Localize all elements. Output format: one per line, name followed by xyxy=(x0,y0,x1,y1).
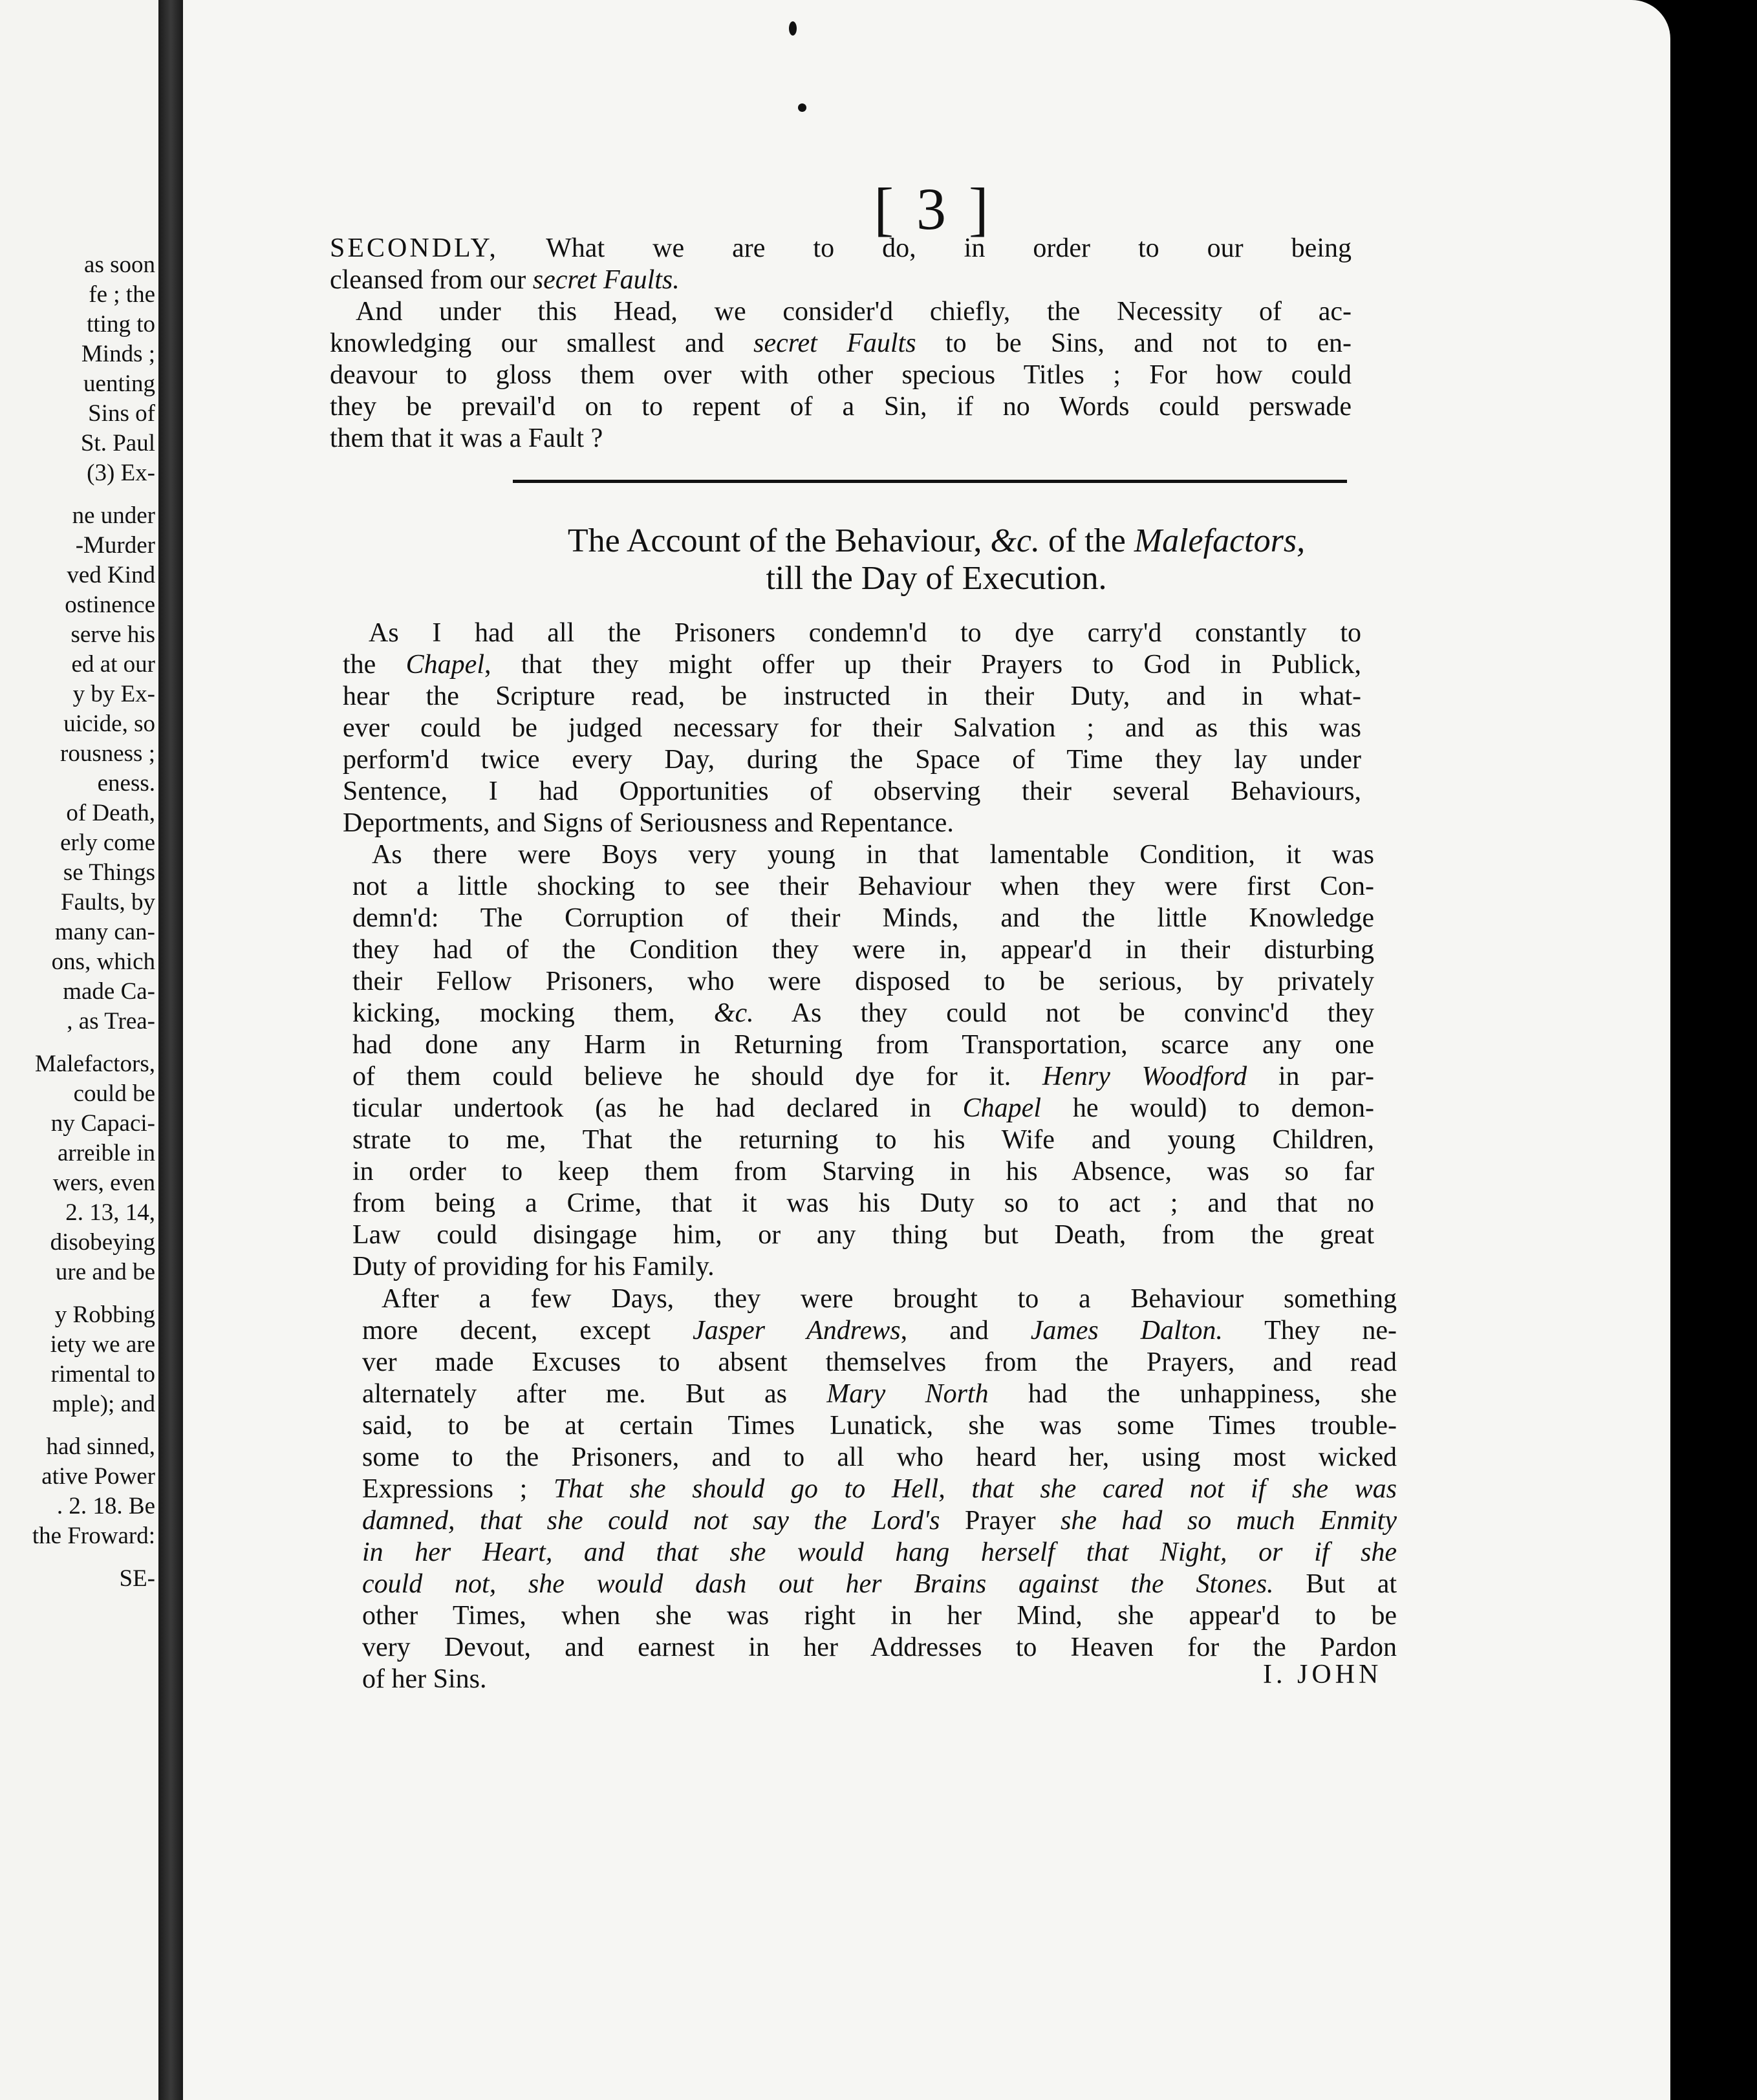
text-line xyxy=(352,1156,1374,1188)
text-span: demn'd: The Corruption of their Minds, and the little Knowledge xyxy=(352,903,1374,933)
left-page-line: mple); and xyxy=(52,1391,155,1417)
left-page-line: could be xyxy=(73,1080,155,1107)
left-page-fragment xyxy=(0,0,158,2100)
text-line xyxy=(362,1283,1397,1315)
text-span: some to the Prisoners, and to all who heard her, using most wicked xyxy=(362,1442,1397,1472)
left-page-line: ure and be xyxy=(55,1259,155,1285)
paragraph-1 xyxy=(343,617,1361,839)
text-span: more decent, except xyxy=(362,1316,693,1345)
text-span: of the xyxy=(1039,522,1134,559)
text-line xyxy=(343,744,1361,776)
heading-line-2: till the Day of Execution. xyxy=(766,560,1107,597)
text-line xyxy=(362,1315,1397,1347)
left-page-line: rousness ; xyxy=(60,740,155,767)
text-span: Duty of providing for his Family. xyxy=(352,1252,715,1281)
main-page xyxy=(183,0,1670,2100)
left-page-line: -Murder xyxy=(75,532,155,559)
italic-name: Mary North xyxy=(826,1379,989,1409)
left-page-line: had sinned, xyxy=(46,1433,155,1460)
text-span: they be prevail'd on to repent of a Sin, if no Words could perswade xyxy=(330,392,1352,422)
text-span: in par- xyxy=(1247,1062,1374,1091)
text-span: them that it was a Fault ? xyxy=(330,423,603,453)
left-page-line: y Robbing xyxy=(54,1302,155,1328)
text-line xyxy=(352,1124,1374,1156)
left-page-line: rimental to xyxy=(50,1361,155,1388)
text-line xyxy=(352,934,1374,966)
text-span: of them could believe he should dye for it. xyxy=(352,1062,1042,1091)
left-page-line: many can- xyxy=(54,919,155,945)
italic-text: Malefactors, xyxy=(1134,522,1306,559)
left-page-line: Malefactors, xyxy=(35,1051,155,1077)
text-line xyxy=(343,681,1361,712)
text-span: The Account of the Behaviour, xyxy=(567,522,991,559)
left-page-line: wers, even xyxy=(52,1170,155,1196)
page-number: [ 3 ] xyxy=(874,176,993,242)
text-span: Deportments, and Signs of Seriousness and Repentance. xyxy=(343,808,954,838)
italic-quote: she had so much Enmity xyxy=(1035,1506,1397,1536)
left-page-line: eness. xyxy=(97,770,155,797)
text-line xyxy=(352,1219,1374,1251)
text-line xyxy=(330,328,1352,359)
text-line xyxy=(330,233,1352,264)
text-line xyxy=(352,1093,1374,1124)
left-page-line: . 2. 18. Be xyxy=(56,1493,155,1519)
text-span: other Times, when she was right in her Mind, she appear'd to be xyxy=(362,1601,1397,1631)
text-line xyxy=(330,391,1352,423)
text-line xyxy=(352,903,1374,934)
left-page-line: ative Power xyxy=(41,1463,155,1490)
left-page-line: uenting xyxy=(83,370,155,397)
left-page-line: Sins of xyxy=(88,400,155,427)
italic-name: James Dalton. xyxy=(1030,1316,1223,1345)
text-span: in order to keep them from Starving in his Absence, was so far xyxy=(352,1157,1374,1186)
italic-text: &c. xyxy=(713,998,754,1028)
left-page-line: St. Paul xyxy=(80,430,155,456)
text-span: said, to be at certain Times Lunatick, she was some Times trouble- xyxy=(362,1411,1397,1441)
text-line xyxy=(362,1537,1397,1569)
italic-name: Jasper Andrews xyxy=(692,1316,901,1345)
italic-quote: could not, she would dash out her Brains against the Stones. xyxy=(362,1569,1274,1599)
ink-mark xyxy=(798,103,806,112)
text-span: from being a Crime, that it was his Duty so to act ; and that no xyxy=(352,1188,1374,1218)
left-page-line: uicide, so xyxy=(63,711,155,737)
left-page-line: of Death, xyxy=(66,800,155,826)
ink-mark xyxy=(789,21,797,36)
left-page-line: 2. 13, 14, xyxy=(65,1199,155,1226)
text-line xyxy=(352,1029,1374,1061)
book-gutter xyxy=(158,0,183,2100)
text-line xyxy=(343,808,1361,839)
text-span: deavour to gloss them over with other specious Titles ; For how could xyxy=(330,360,1352,390)
text-line xyxy=(362,1473,1397,1505)
left-page-line: tting to xyxy=(87,311,155,338)
left-page-line: ed at our xyxy=(71,651,155,678)
italic-quote: damned, that she could not say the Lord's xyxy=(362,1506,965,1536)
italic-text: Chapel xyxy=(962,1093,1041,1123)
text-line xyxy=(343,649,1361,681)
left-page-line: Faults, by xyxy=(61,889,155,916)
text-line xyxy=(352,871,1374,903)
text-line xyxy=(352,1251,1374,1283)
section-rule xyxy=(513,480,1347,483)
text-span: Law could disingage him, or any thing but Death, from the great xyxy=(352,1220,1374,1250)
left-page-line: disobeying xyxy=(50,1229,155,1256)
text-line xyxy=(362,1442,1397,1473)
text-line xyxy=(352,839,1374,871)
text-span: he would) to demon- xyxy=(1041,1093,1374,1123)
text-span: After a few Days, they were brought to a Behaviour something xyxy=(382,1284,1397,1314)
italic-quote: in her Heart, and that she would hang herself that Night, or if she xyxy=(362,1538,1397,1567)
text-line xyxy=(362,1569,1397,1600)
left-page-line: serve his xyxy=(70,621,155,648)
text-span: , that they might offer up their Prayers to God in Publick, xyxy=(484,650,1361,680)
italic-text: secret Faults xyxy=(753,328,916,358)
text-line xyxy=(362,1600,1397,1632)
left-page-line: ostinence xyxy=(65,592,155,618)
left-page-line: , as Trea- xyxy=(67,1008,155,1034)
text-span: the xyxy=(343,650,406,680)
secondly-lead: SECONDLY, xyxy=(330,233,499,263)
text-line xyxy=(343,712,1361,744)
left-page-line: ons, which xyxy=(51,948,155,975)
text-line xyxy=(352,1188,1374,1219)
text-span: Sentence, I had Opportunities of observing their several Behaviours, xyxy=(343,777,1361,806)
text-span: As I had all the Prisoners condemn'd to dye carry'd constantly to xyxy=(369,618,1361,648)
text-span: they had of the Condition they were in, appear'd in their disturbing xyxy=(352,935,1374,965)
text-span: of her Sins. xyxy=(362,1664,487,1694)
text-span: their Fellow Prisoners, who were disposed to be serious, by privately xyxy=(352,967,1374,996)
text-line xyxy=(330,264,1352,296)
intro-paragraph xyxy=(330,233,1352,455)
text-line xyxy=(362,1664,1397,1695)
italic-text: Chapel xyxy=(405,650,484,680)
text-span: And under this Head, we consider'd chiefly, the Necessity of ac- xyxy=(356,297,1352,327)
left-page-line: ny Capaci- xyxy=(50,1110,155,1137)
text-span: strate to me, That the returning to his Wife and young Children, xyxy=(352,1125,1374,1155)
catchword: I. JOHN xyxy=(1263,1660,1383,1689)
text-line xyxy=(343,617,1361,649)
left-page-line: erly come xyxy=(60,830,155,856)
text-span: alternately after me. But as xyxy=(362,1379,827,1409)
left-page-line: ved Kind xyxy=(67,562,155,588)
text-line xyxy=(352,998,1374,1029)
left-page-line: iety we are xyxy=(50,1331,155,1358)
text-line xyxy=(330,359,1352,391)
left-page-line: as soon xyxy=(84,252,155,278)
left-page-line: made Ca- xyxy=(63,978,155,1005)
italic-name: Henry Woodford xyxy=(1042,1062,1247,1091)
text-line xyxy=(330,423,1352,455)
text-span: very Devout, and earnest in her Addresses to Heaven for the Pardon xyxy=(362,1633,1397,1662)
left-page-line: arreible in xyxy=(58,1140,155,1166)
text-line xyxy=(362,1505,1397,1537)
left-page-line: Minds ; xyxy=(81,341,155,367)
text-span: As they could not be convinc'd they xyxy=(753,998,1374,1028)
text-line xyxy=(352,966,1374,998)
paragraph-3 xyxy=(362,1283,1397,1695)
text-span: ever could be judged necessary for their Salvation ; and as this was xyxy=(343,713,1361,743)
left-page-line: (3) Ex- xyxy=(87,460,155,486)
text-span: Prayer xyxy=(964,1506,1036,1536)
left-page-line: ne under xyxy=(72,502,155,529)
text-span: ticular undertook (as he had declared in xyxy=(352,1093,963,1123)
text-line xyxy=(362,1347,1397,1378)
left-page-line: the Froward: xyxy=(32,1523,155,1549)
text-span: knowledging our smallest and xyxy=(330,328,754,358)
text-span: As there were Boys very young in that lamentable Condition, it was xyxy=(372,840,1374,870)
left-page-line: fe ; the xyxy=(89,281,155,308)
text-span: They ne- xyxy=(1222,1316,1397,1345)
left-page-line: se Things xyxy=(63,859,155,886)
heading-line-1 xyxy=(519,522,1353,560)
text-span: perform'd twice every Day, during the Space of Time they lay under xyxy=(343,745,1361,775)
text-line xyxy=(330,296,1352,328)
text-span: But at xyxy=(1273,1569,1397,1599)
text-line xyxy=(362,1410,1397,1442)
text-span: , and xyxy=(900,1316,1031,1345)
left-page-line: y by Ex- xyxy=(72,681,155,707)
text-span: not a little shocking to see their Behaviour when they were first Con- xyxy=(352,872,1374,901)
italic-text: secret Faults. xyxy=(532,265,680,295)
text-span: had done any Harm in Returning from Transportation, scarce any one xyxy=(352,1030,1374,1060)
text-span: What we are to do, in order to our being xyxy=(498,233,1352,263)
paragraph-2 xyxy=(352,839,1374,1283)
section-heading xyxy=(519,522,1353,597)
text-span: had the unhappiness, she xyxy=(988,1379,1397,1409)
text-span: ver made Excuses to absent themselves from the Prayers, and read xyxy=(362,1347,1397,1377)
text-span: cleansed from our xyxy=(330,265,533,295)
text-line xyxy=(362,1632,1397,1664)
text-span: hear the Scripture read, be instructed in their Duty, and in what- xyxy=(343,681,1361,711)
text-span: to be Sins, and not to en- xyxy=(916,328,1352,358)
text-line xyxy=(362,1378,1397,1410)
text-span: Expressions ; xyxy=(362,1474,554,1504)
left-page-line: SE- xyxy=(119,1565,155,1592)
text-line xyxy=(343,776,1361,808)
italic-text: &c. xyxy=(990,522,1040,559)
text-line xyxy=(352,1061,1374,1093)
text-span: kicking, mocking them, xyxy=(352,998,714,1028)
italic-quote: That she should go to Hell, that she cared not if she was xyxy=(553,1474,1397,1504)
